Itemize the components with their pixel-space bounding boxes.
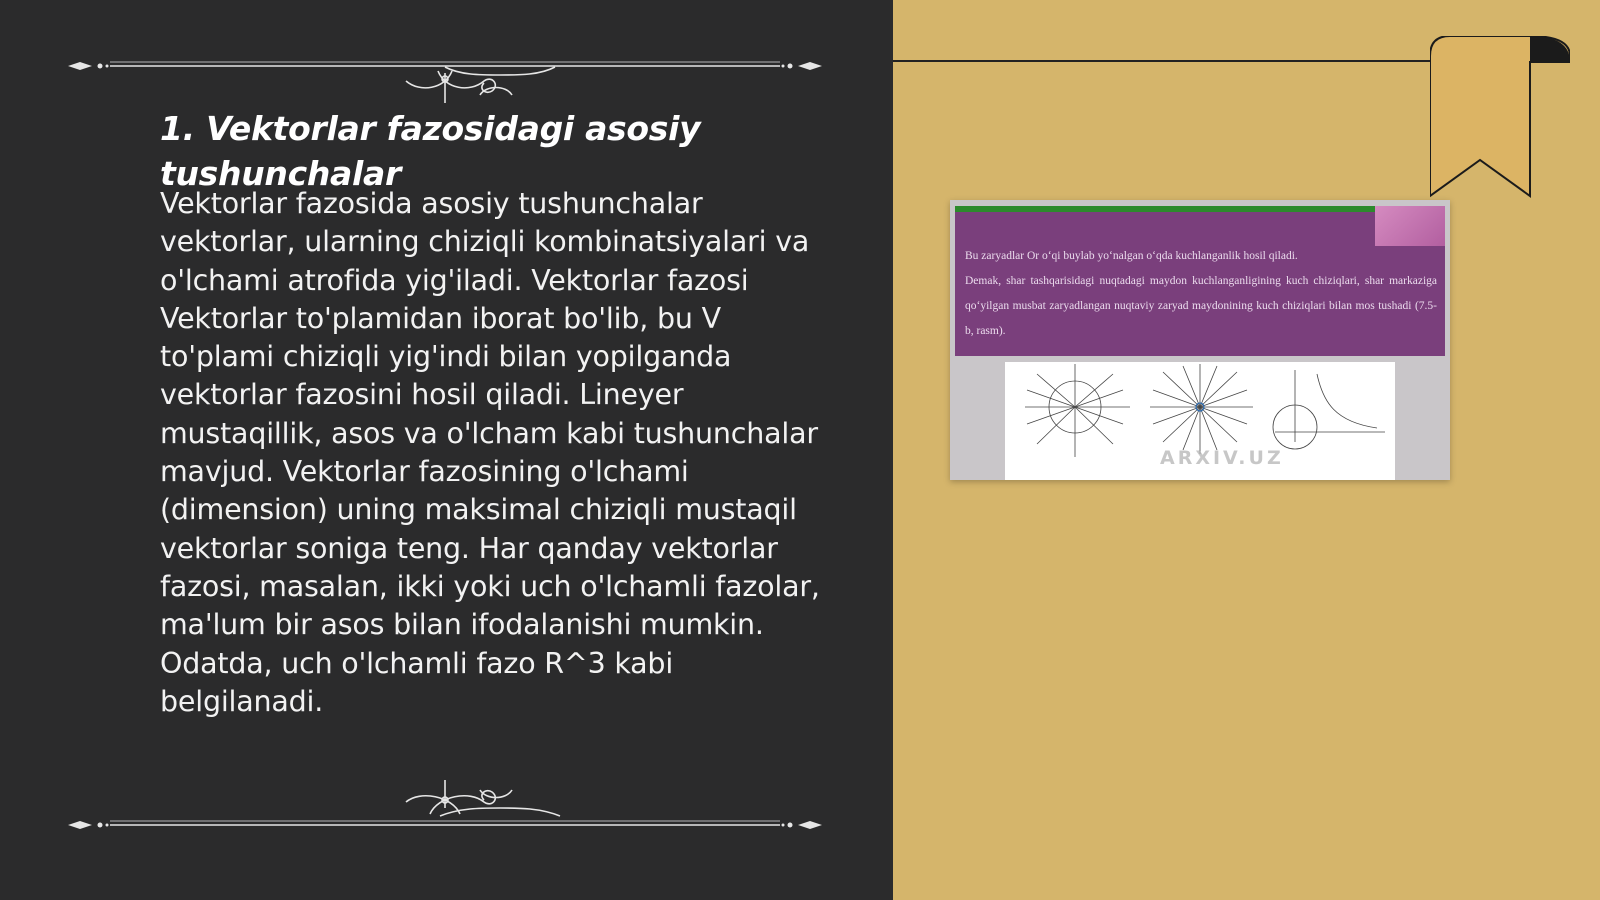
image-text (965, 244, 1437, 344)
field-lines-diagram (1005, 362, 1395, 480)
image-stripe (955, 206, 1385, 212)
image-text-area (955, 206, 1445, 356)
header-rule (893, 60, 1438, 62)
ornament-divider-icon (60, 768, 830, 838)
image-corner (1375, 206, 1445, 246)
slide-body-text: Vektorlar fazosida asosiy tushunchalar vektorlar, ularning chiziqli kombinatsiyalari va o'lchami atrofida yig'iladi. Vektorlar fazosi Vektorlar to'plamidan iborat bo'lib, bu V to'plami chiziqli yig'indi bilan yopilganda vektorlar fazosini hosil qiladi. Lineyer mustaqillik, asos va o'lcham kabi tushunchalar mavjud. Vektorlar fazosining o'lchami (dimension) uning maksimal chiziqli mustaqil vektorlar soniga teng. Har qanday vektorlar fazosi, masalan, ikki yoki uch o'lchamli fazolar, ma'lum bir asos bilan ifodalanishi mumkin. Odatda, uch o'lchamli fazo R^3 kabi belgilanadi. (160, 187, 820, 718)
image-text-line: Bu zaryadlar Or o‘qi buylab yo‘nalgan o‘qda kuchlanganlik hosil qiladi. (965, 250, 1298, 262)
slide-title: 1. Vektorlar fazosidagi asosiy tushunchalar (160, 109, 701, 193)
bookmark-icon (1430, 36, 1570, 206)
embedded-image (950, 200, 1450, 480)
ornament-divider-icon (60, 45, 830, 115)
image-text-paragraph: Demak, shar tashqarisidagi nuqtadagi maydon kuchlanganligining kuch chiziqlari, shar markaziga qo‘yilgan musbat zaryadlangan nuqtaviy zaryad maydonining kuch chiziqlari bilan mos tushadi (7.5-b, rasm). (965, 275, 1437, 337)
image-watermark: ARXIV.UZ (1160, 447, 1284, 469)
